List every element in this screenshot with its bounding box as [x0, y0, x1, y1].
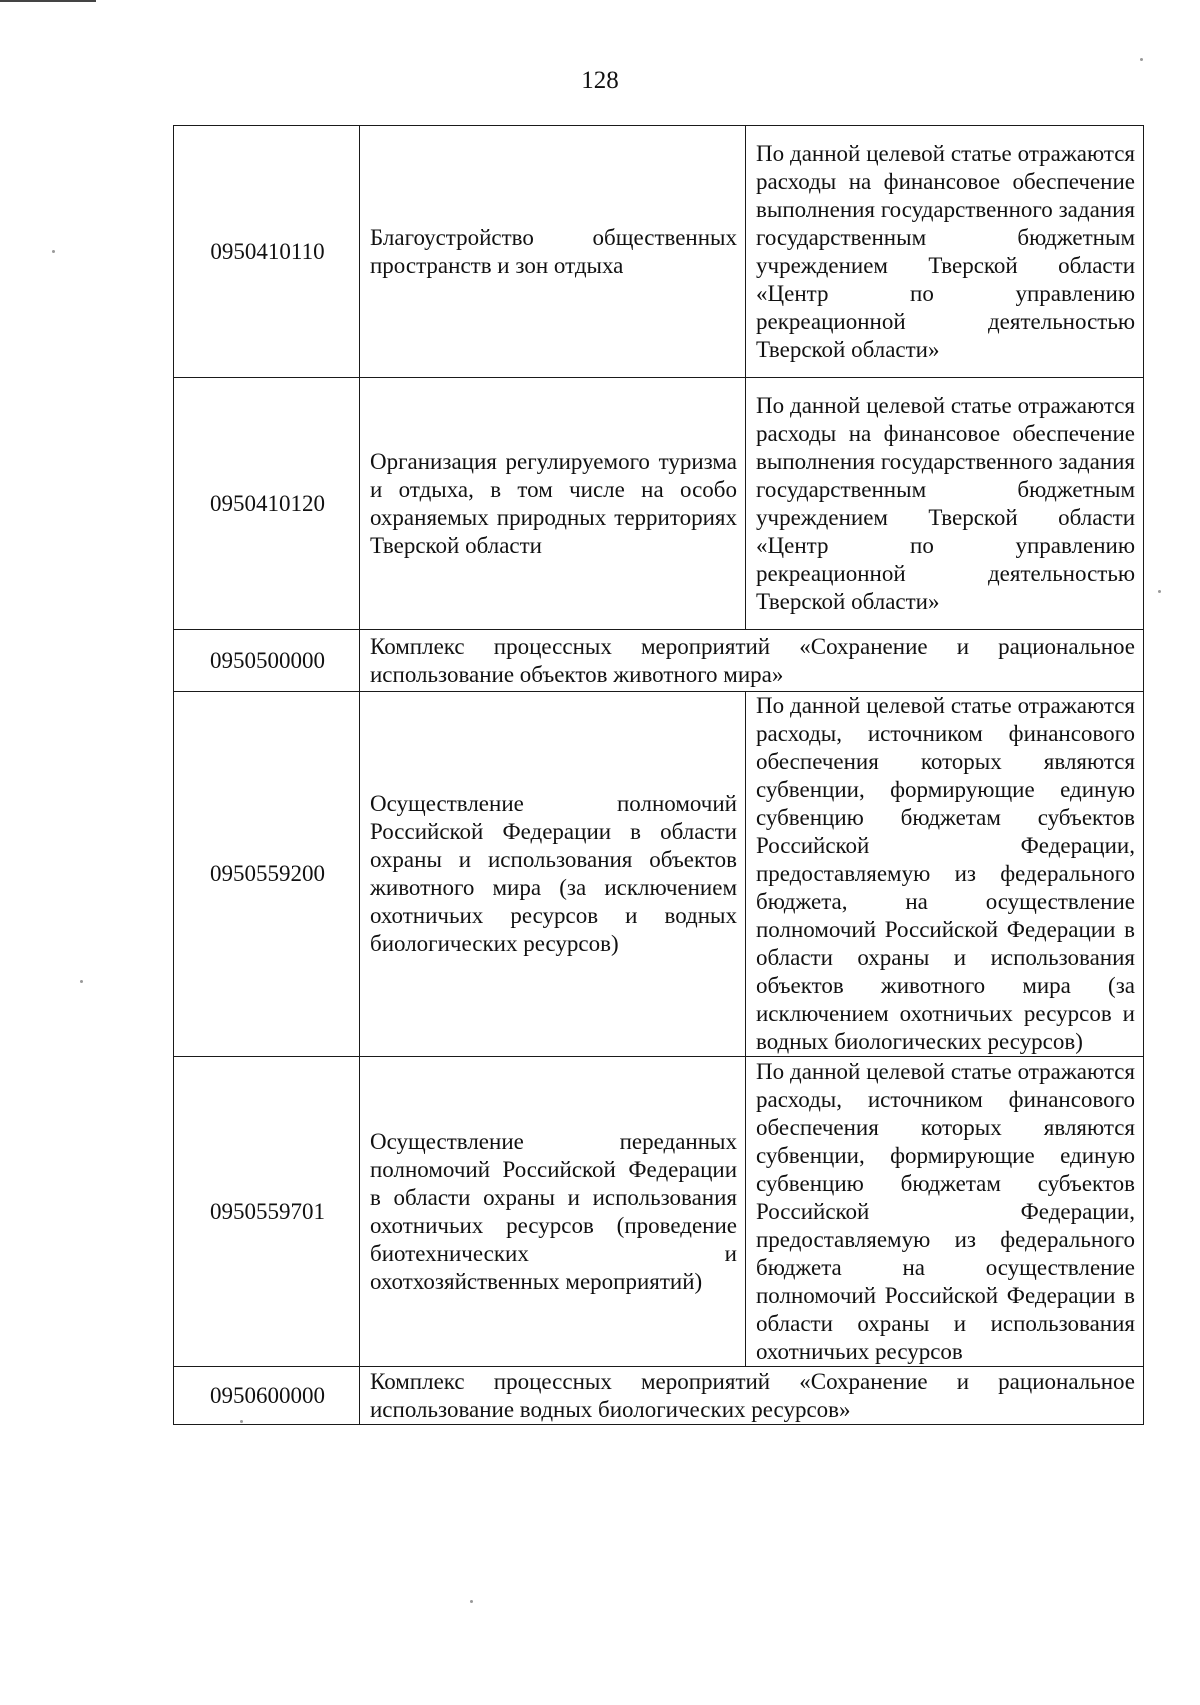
- row-name: Благоустройство общественных пространств и зон отдыха: [360, 126, 746, 378]
- row-name: Организация регулируемого туризма и отдыха, в том числе на особо охраняемых природных территориях Тверской области: [360, 378, 746, 630]
- row-code: 0950410120: [174, 378, 360, 630]
- scan-top-rule: [0, 0, 96, 2]
- table-row: [174, 126, 1144, 378]
- table-row: [174, 1057, 1144, 1367]
- row-description: По данной целевой статье отражаются расходы на финансовое обеспечение выполнения государственного задания государственным бюджетным учреждением Тверской области «Центр по управлению рекреационной деятельностью Тверской области»: [746, 378, 1144, 630]
- row-code: 0950559701: [174, 1057, 360, 1367]
- row-code: 0950559200: [174, 692, 360, 1057]
- row-name: Осуществление полномочий Российской Федерации в области охраны и использования объектов животного мира (за исключением охотничьих ресурсов и водных биологических ресурсов): [360, 692, 746, 1057]
- section-code: 0950500000: [174, 630, 360, 692]
- scan-speck: [470, 1600, 473, 1603]
- row-code: 0950410110: [174, 126, 360, 378]
- scan-speck: [80, 980, 83, 983]
- budget-classification-table: [173, 125, 1144, 1425]
- table-section-row: [174, 630, 1144, 692]
- table-section-row: [174, 1367, 1144, 1425]
- page-number: 128: [581, 67, 619, 94]
- row-name: Осуществление переданных полномочий Российской Федерации в области охраны и использования охотничьих ресурсов (проведение биотехнических и охотхозяйственных мероприятий): [360, 1057, 746, 1367]
- table-row: [174, 378, 1144, 630]
- scan-speck: [240, 1420, 243, 1423]
- section-title: Комплекс процессных мероприятий «Сохранение и рациональное использование водных биологических ресурсов»: [360, 1367, 1144, 1425]
- section-code: 0950600000: [174, 1367, 360, 1425]
- section-title: Комплекс процессных мероприятий «Сохранение и рациональное использование объектов животного мира»: [360, 630, 1144, 692]
- row-description: По данной целевой статье отражаются расходы, источником финансового обеспечения которых являются субвенции, формирующие единую субвенцию бюджетам субъектов Российской Федерации, предоставляемую из федерального бюджета, на осуществление полномочий Российской Федерации в области охраны и использования объектов животного мира (за исключением охотничьих ресурсов и водных биологических ресурсов): [746, 692, 1144, 1057]
- scan-speck: [1158, 590, 1161, 593]
- row-description: По данной целевой статье отражаются расходы на финансовое обеспечение выполнения государственного задания государственным бюджетным учреждением Тверской области «Центр по управлению рекреационной деятельностью Тверской области»: [746, 126, 1144, 378]
- scan-speck: [52, 250, 55, 253]
- row-description: По данной целевой статье отражаются расходы, источником финансового обеспечения которых являются субвенции, формирующие единую субвенцию бюджетам субъектов Российской Федерации, предоставляемую из федерального бюджета на осуществление полномочий Российской Федерации в области охраны и использования охотничьих ресурсов: [746, 1057, 1144, 1367]
- scan-speck: [1140, 58, 1143, 61]
- table-row: [174, 692, 1144, 1057]
